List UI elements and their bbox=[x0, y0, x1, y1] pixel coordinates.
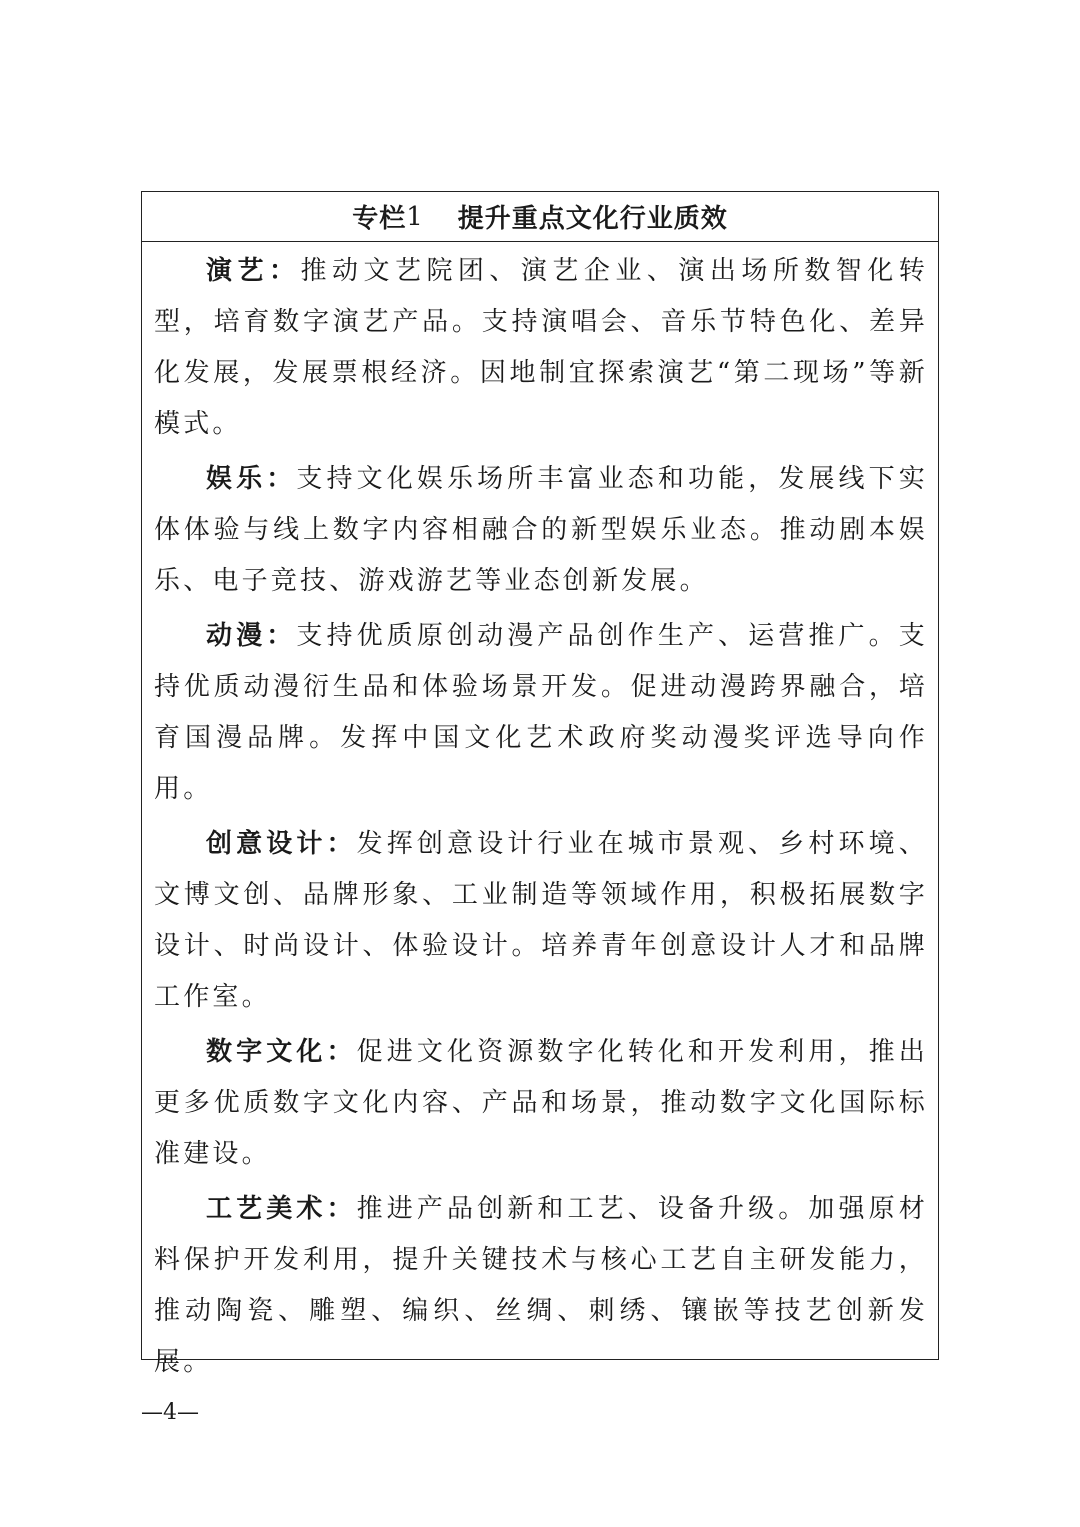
page-number: —4— bbox=[141, 1400, 199, 1425]
paragraph-text: 促进文化资源数字化转化和开发利用，推出更多优质数字文化内容、产品和场景，推动数字文化国际标准建设。 bbox=[154, 1037, 928, 1169]
column-label: 专栏 bbox=[352, 204, 407, 234]
column-body bbox=[142, 242, 938, 1388]
paragraph-text: 支持文化娱乐场所丰富业态和功能，发展线下实体体验与线上数字内容相融合的新型娱乐业态。推动剧本娱乐、电子竞技、游戏游艺等业态创新发展。 bbox=[154, 464, 928, 596]
paragraph-animation bbox=[154, 611, 928, 815]
paragraph-lead: 动漫： bbox=[206, 621, 297, 651]
paragraph-lead: 演艺： bbox=[206, 256, 301, 286]
column-title: 提升重点文化行业质效 bbox=[457, 204, 728, 234]
feature-column-box bbox=[141, 191, 939, 1377]
paragraph-text: 推动文艺院团、演艺企业、演出场所数智化转型，培育数字演艺产品。支持演唱会、音乐节特色化、差异化发展，发展票根经济。因地制宜探索演艺“第二现场”等新模式。 bbox=[154, 256, 928, 439]
paragraph-lead: 娱乐： bbox=[206, 464, 297, 494]
column-header bbox=[142, 192, 938, 242]
column-number: 1 bbox=[406, 201, 424, 232]
paragraph-lead: 工艺美术： bbox=[206, 1194, 357, 1224]
paragraph-creative-design bbox=[154, 819, 928, 1023]
paragraph-lead: 创意设计： bbox=[206, 829, 357, 859]
paragraph-performing-arts bbox=[154, 246, 928, 450]
paragraph-entertainment bbox=[154, 454, 928, 607]
paragraph-text: 支持优质原创动漫产品创作生产、运营推广。支持优质动漫衍生品和体验场景开发。促进动漫跨界融合，培育国漫品牌。发挥中国文化艺术政府奖动漫奖评选导向作用。 bbox=[154, 621, 928, 804]
paragraph-arts-crafts bbox=[154, 1184, 928, 1388]
paragraph-text: 推进产品创新和工艺、设备升级。加强原材料保护开发利用，提升关键技术与核心工艺自主研发能力，推动陶瓷、雕塑、编织、丝绸、刺绣、镶嵌等技艺创新发展。 bbox=[154, 1194, 928, 1377]
paragraph-lead: 数字文化： bbox=[206, 1037, 357, 1067]
paragraph-text: 发挥创意设计行业在城市景观、乡村环境、文博文创、品牌形象、工业制造等领域作用，积极拓展数字设计、时尚设计、体验设计。培养青年创意设计人才和品牌工作室。 bbox=[154, 829, 928, 1012]
paragraph-digital-culture bbox=[154, 1027, 928, 1180]
